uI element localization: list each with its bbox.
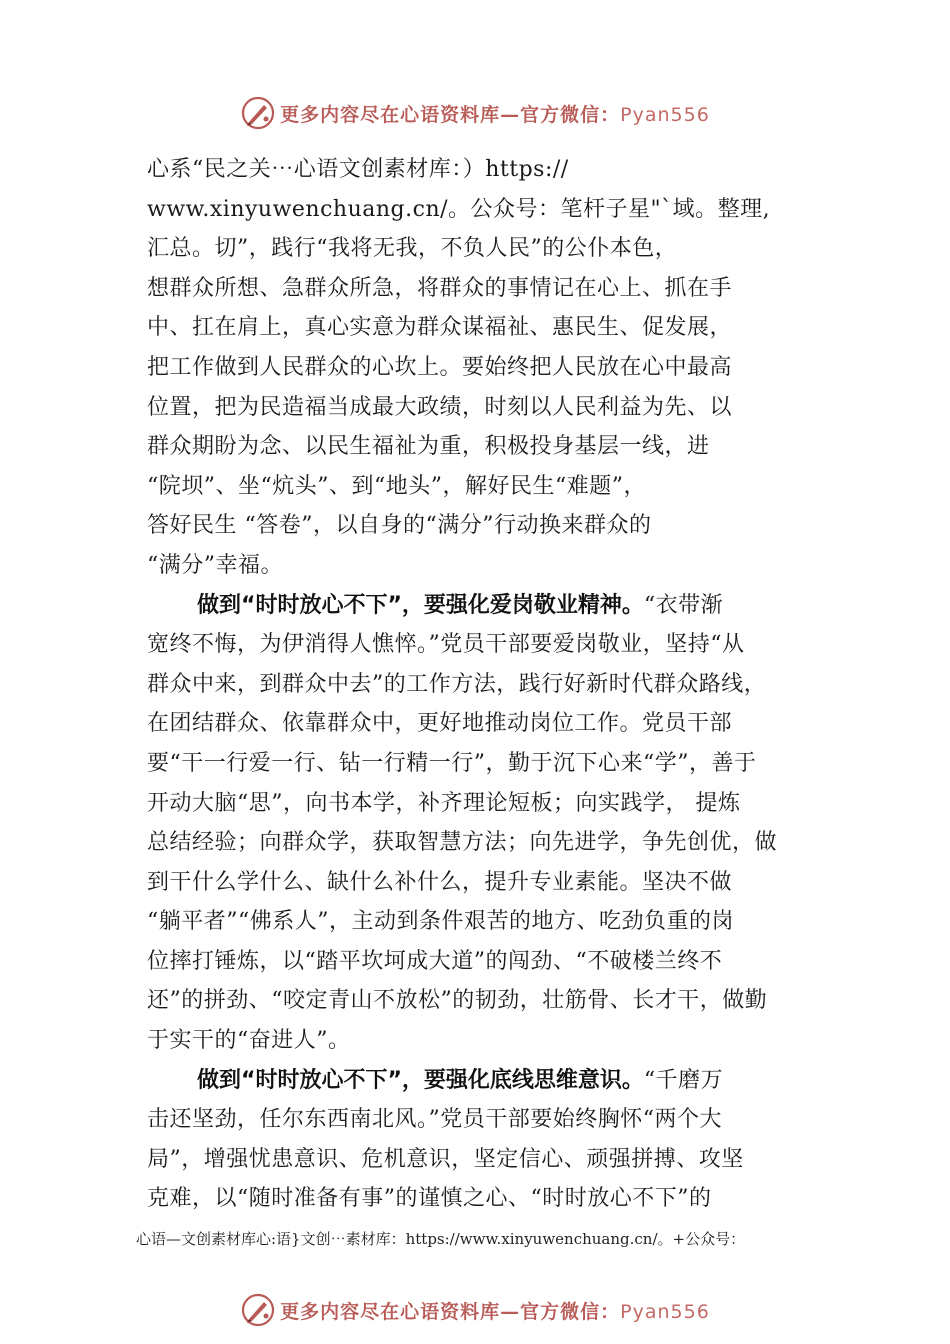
text-line: 答好民生 “答卷”，以自身的“满分”行动换来群众的: [147, 513, 652, 539]
text-line: 到干什么学什么、缺什么补什么，提升专业素能。坚决不做: [147, 869, 733, 895]
pen-logo-icon: [240, 95, 276, 131]
text-line: “满分”幸福。: [147, 552, 283, 578]
text-line: 宽终不悔，为伊消得人憔悴。”党员干部要爱岗敬业，坚持“从: [147, 632, 745, 658]
text-line: 击还坚劲，任尔东西南北风。”党员干部要始终胸怀“两个大: [147, 1107, 722, 1133]
banner-text: 更多内容尽在心语资料库—官方微信：Pyan556: [280, 1300, 710, 1323]
text-line: 想群众所想、急群众所急，将群众的事情记在心上、抓在手: [147, 275, 733, 301]
header-banner: [0, 93, 950, 133]
text-line: 汇总。切”，践行“我将无我，不负人民”的公仆本色，: [147, 236, 678, 262]
text-line: 位摔打锤炼，以“踏平坎坷成大道”的闯劲、“不破楼兰终不: [147, 948, 723, 974]
text-run: “衣带渐: [643, 592, 724, 618]
banner-handle: Pyan556: [620, 103, 710, 126]
footer-banner: [0, 1290, 950, 1330]
text-line: www.xinyuwenchuang.cn/。公众号：笔杆子星"`域。整理,: [147, 196, 771, 222]
banner-handle: Pyan556: [620, 1300, 710, 1323]
text-line: 克难，以“随时准备有事”的谨慎之心、“时时放心不下”的: [147, 1186, 712, 1212]
paragraph-first-line: [147, 586, 837, 626]
text-line: 局”，增强忧患意识、危机意识，坚定信心、顽强拼搏、攻坚: [147, 1146, 744, 1172]
text-line: 要“干一行爱一行、钻一行精一行”，勤于沉下心来“学”，善于: [147, 750, 757, 776]
text-line: 群众中来，到群众中去”的工作方法，践行好新时代群众路线，: [147, 671, 767, 697]
text-line: “院坝”、坐“炕头”、到“地头”，解好民生“难题”，: [147, 473, 646, 499]
section-heading: 做到“时时放心不下”，要强化底线思维意识。: [197, 1067, 644, 1093]
text-line: 心系“民之关⋯心语文创素材库：）https://: [147, 157, 569, 182]
text-line: 把工作做到人民群众的心坎上。要始终把人民放在心中最高: [147, 354, 733, 380]
section-heading: 做到“时时放心不下”，要强化爱岗敬业精神。: [197, 592, 644, 618]
pen-logo-icon: [240, 1292, 276, 1328]
banner-text: 更多内容尽在心语资料库—官方微信：Pyan556: [280, 103, 710, 126]
text-line: “躺平者”“佛系人”，主动到条件艰苦的地方、吃劲负重的岗: [147, 909, 734, 935]
text-line: 位置，把为民造福当成最大政绩，时刻以人民利益为先、以: [147, 394, 733, 420]
document-body: [147, 150, 837, 1219]
text-line: 开动大脑“思”，向书本学，补齐理论短板；向实践学， 提炼: [147, 790, 741, 816]
text-line: 中、扛在肩上，真心实意为群众谋福祉、惠民生、促发展，: [147, 315, 733, 341]
text-line: 群众期盼为念、以民生福祉为重，积极投身基层一线，进: [147, 434, 710, 460]
text-line: 总结经验；向群众学，获取智慧方法；向先进学，争先创优，做: [147, 830, 778, 856]
text-line: 于实干的“奋进人”。: [147, 1028, 351, 1054]
text-run: “千磨万: [643, 1067, 724, 1093]
text-line: 还”的拼劲、“咬定青山不放松”的韧劲，壮筋骨、长才干，做勤: [147, 988, 768, 1014]
footer-note: 心语—文创素材库心:语}文创⋯素材库：https://www.xinyuwenchuang.cn/。+公众号：: [136, 1230, 746, 1248]
paragraph-first-line: [147, 1061, 837, 1101]
text-line: 在团结群众、依靠群众中，更好地推动岗位工作。党员干部: [147, 711, 733, 737]
